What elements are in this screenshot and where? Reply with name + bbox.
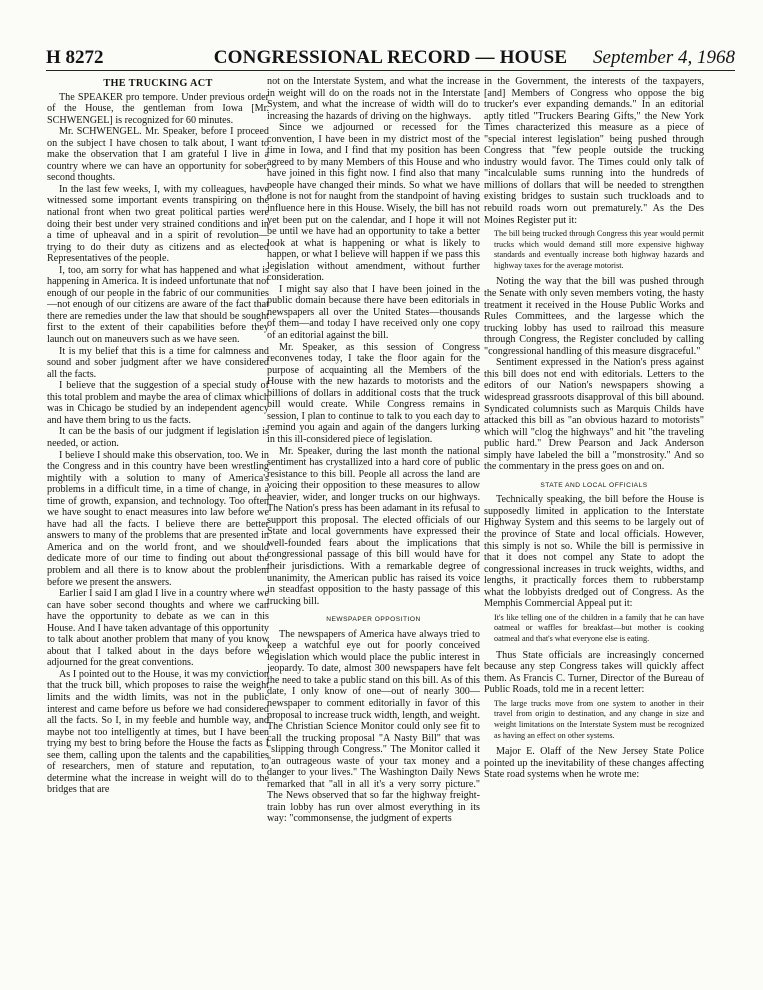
paragraph: I believe that the suggestion of a special study of this total problem and maybe the area of climax which was in Chicago be studied by an independent agency and have them bring to us the facts.	[47, 380, 269, 426]
paragraph: Technically speaking, the bill before the House is supposedly limited in application to the Interstate Highway System and this seems to be largely out of the province of State and local officials. However, this simply is not so. While the bill is permissive in that it does not compel any State to adopt the congressional increases in truck weights, widths, and lengths, it practically forces them to rubberstamp what the lobbyists dredged out of Congress. As the Memphis Commercial Appeal put it:	[484, 494, 704, 610]
paragraph: Earlier I said I am glad I live in a country where we can have sober second thoughts and where we can have the opportunity to debate as we can in this House. And I have taken advantage of this opportunity to talk about another problem that many of you know about that I talked about in the days before we adjourned for the great conventions.	[47, 588, 269, 669]
paragraph: I believe I should make this observation, too. We in the Congress and in this country have been wrestling mightily with a solution to many of America's problems in a difficult time, in a time of change, in a time of growth, expansion, and technology. Too often we have sought to enact measures into law before we have had all the facts. I believe there are better answers to many of the problems that are presented in America and on the world front, and we should dedicate more of our time to finding out about the problem and all there is to know about the problem before we present the answers.	[47, 449, 269, 588]
block-quote: It's like telling one of the children in a family that he can have oatmeal or waffles for breakfast—but mother is cooking oatmeal and that's what everyone else is eating.	[494, 612, 704, 643]
paragraph: Major E. Olaff of the New Jersey State Police pointed up the inevitability of these changes affecting State road systems when he wrote me:	[484, 746, 704, 781]
paragraph: It is my belief that this is a time for calmness and sound and sober judgment after we have considered all the facts.	[47, 345, 269, 380]
paragraph: The newspapers of America have always tried to keep a watchful eye out for poorly conceived legislation which would place the public interest in jeopardy. To date, almost 300 newspapers have felt the need to take a public stand on this bill. As of this date, I only know of one—out of nearly 300—newspaper to comment editorially in favor of this proposal to increase truck width, length, and weight. The Christian Science Monitor could only see fit to call the trucking proposal "A Nasty Bill" that was "slipping through Congress." The Monitor called it "an outrageous waste of your tax money and a danger to your lives." The Washington Daily News remarked that "all in all it's a very sorry picture." The News observed that so far the highway freight-train lobby has run over almost everything in its way: "commonsense, the judgment of experts	[267, 628, 480, 825]
block-quote: The bill being trucked through Congress this year would permit trucks which would demand still more expensive highway standards and eventually increase both highway hazards and highway taxes for the average motorist.	[494, 229, 704, 270]
paragraph: Mr. Speaker, during the last month the national sentiment has crystallized into a hard core of public resistance to this bill. People all across the land are voicing their opposition to these measures to allow heavier, wider, and longer trucks on our highways. The Nation's press has been adamant in its refusal to support this proposal. The elected officials of our State and local governments have expressed their well-founded fears about the implications that congressional passage of this bill would have for their jurisdictions. With a remarkable degree of unanimity, the American public has raised its voice in steadfast opposition to the hasty passage of this trucking bill.	[267, 445, 480, 607]
page-number: H 8272	[46, 47, 104, 68]
paragraph: Sentiment expressed in the Nation's press against this bill does not end with editorials. Letters to the editors of our Nation's newspapers showing a widespread grassroots disapproval of this bill abound. Syndicated columnists such as Marquis Childs have attacked this bill as "an obvious hazard to motorists" which will "clog the highways" and hit "the traveling public hard." Drew Pearson and Jack Anderson simply have labeled the bill a "monstrosity." And so the commentary in the press goes on and on.	[484, 357, 704, 473]
paragraph: Mr. Speaker, as this session of Congress reconvenes today, I take the floor again for the purpose of acquainting all the Members of the House with the new hazards to motorists and the billions of dollars in additional costs that the truck bill would create. While Congress remains in session, I plan to continue to talk to you each day to remind you again and again of the dangers lurking in this ill-considered piece of legislation.	[267, 341, 480, 445]
paragraph: in the Government, the interests of the taxpayers, [and] Members of Congress who oppose the big trucker's ever expanding demands." In an editorial aptly titled "Truckers Bearing Gifts," the New York Times characterized this measure as a piece of "special interest legislation" being pushed through Congress that "few people outside the trucking industry would favor. The Times could only talk of "incalculable sums running into the hundreds of millions of dollars that will be needed to strengthen existing bridges to sustain such truckloads and to rebuild roads worn out prematurely." As the Des Moines Register put it:	[484, 76, 704, 226]
paragraph: I might say also that I have been joined in the public domain because there have been editorials in newspapers all over the United States—thousands of them—and today I have received only one copy of an editorial against the bill.	[267, 283, 480, 342]
publication-title: CONGRESSIONAL RECORD — HOUSE	[213, 47, 568, 68]
page-header	[46, 48, 735, 71]
column-1	[47, 76, 269, 986]
section-heading: NEWSPAPER OPPOSITION	[326, 616, 421, 624]
block-quote: The large trucks move from one system to another in their travel from origin to destination, and any change in size and weight limitations on the Interstate System must be recognized as having an effect on other systems.	[494, 698, 704, 740]
paragraph: The SPEAKER pro tempore. Under previous order of the House, the gentleman from Iowa [Mr. SCHWENGEL] is recognized for 60 minutes.	[47, 91, 269, 126]
paragraph: Thus State officials are increasingly concerned because any step Congress takes will quickly affect them. As Francis C. Turner, Director of the Bureau of Public Roads, told me in a recent letter:	[484, 649, 704, 696]
issue-date: September 4, 1968	[593, 47, 735, 68]
paragraph: not on the Interstate System, and what the increase in weight will do on the roads not in the Interstate System, and what the increase of width will do to increasing the hazards of driving on the highways.	[267, 76, 480, 122]
paragraph: Since we adjourned or recessed for the convention, I have been in my district most of the time in Iowa, and I find that my position has been agreed to by many Members of this House and who have joined in this fight now. I find also that many people have changed their minds. So what we have done is not for naught from the standpoint of having influence here in this House. Wisely, the bill has not yet been put on the calendar, and I hope it will not be until we have had an opportunity to take a better look at what is happening or what is likely to happen, or what I believe will happen if we pass this legislation without amendment, without further consideration.	[267, 122, 480, 284]
column-2	[267, 76, 480, 986]
paragraph: Noting the way that the bill was pushed through the Senate with only seven members voting, the hasty treatment it received in the House Public Works and Rules Committees, and the largesse which the trucking lobby has used to railroad this measure through Congress, the Register concluded by calling "congressional handling of this measure disgraceful."	[484, 276, 704, 357]
paragraph: As I pointed out to the House, it was my conviction that the truck bill, which proposes to raise the weight limits and the width limits, was not in the public interest and came before us before we had considered all the facts. So I, in my feeble and humble way, and maybe not too intelligently at times, but I have been trying my best to bring before the House the facts as I see them, calling upon the talents and the capabilities of researchers, men of stature and reputation, to determine what the increase in weight will do to the bridges that are	[47, 668, 269, 796]
paragraph: Mr. SCHWENGEL. Mr. Speaker, before I proceed on the subject I have chosen to talk about, I want to make the observation that I am grateful I live in a country where we can have an opportunity for sober, second thoughts.	[47, 126, 269, 184]
article-title: THE TRUCKING ACT	[103, 78, 213, 89]
section-heading: STATE AND LOCAL OFFICIALS	[540, 481, 648, 489]
paragraph: It can be the basis of our judgment if legislation is needed, or action.	[47, 426, 269, 449]
column-3	[484, 76, 704, 986]
paragraph: In the last few weeks, I, with my colleagues, have witnessed some important events transpiring on the national front when two great political parties were doing their best under very strained conditions and in a time of upheaval and in a spirit of revolution—trying to do their duty as citizens and as elected Representatives of the people.	[47, 183, 269, 265]
paragraph: I, too, am sorry for what has happened and what is happening in America. It is indeed unfortunate that not enough of our people in the fabric of our communities—not enough of our citizens are aware of the fact that there are remedies under the law that should be sought first to the extent of their capabilities before they launch out on maneuvers such as we have seen.	[47, 264, 269, 346]
